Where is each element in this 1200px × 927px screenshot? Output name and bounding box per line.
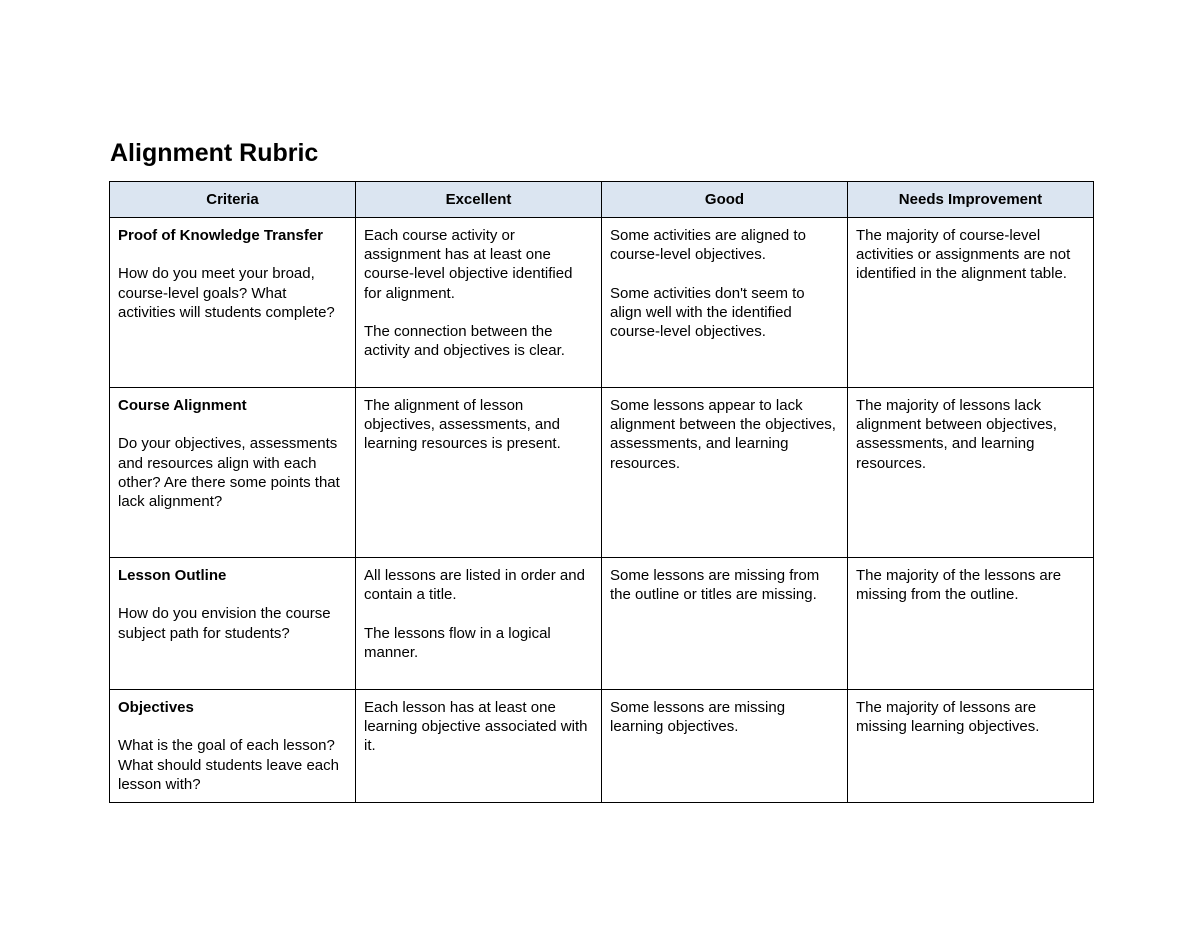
criteria-name: Lesson Outline	[118, 567, 227, 584]
criteria-name: Proof of Knowledge Transfer	[118, 227, 324, 244]
needs-improvement-text: The majority of course-level activities or assignments are not identified in the alignment table.	[856, 227, 1071, 283]
column-header-excellent: Excellent	[356, 182, 602, 218]
excellent-text: The connection between the activity and objectives is clear.	[364, 323, 565, 360]
good-text: Some activities don't seem to align well with the identified course-level objectives.	[610, 284, 805, 340]
table-row	[110, 690, 1094, 803]
excellent-cell	[356, 690, 602, 803]
criteria-cell	[110, 690, 356, 803]
excellent-text: Each lesson has at least one learning objective associated with it.	[364, 699, 588, 755]
needs-improvement-text: The majority of lessons lack alignment between objectives, assessments, and learning resources.	[856, 397, 1057, 472]
column-header-good: Good	[602, 182, 848, 218]
good-cell	[602, 388, 848, 558]
good-cell	[602, 690, 848, 803]
excellent-cell	[356, 558, 602, 690]
excellent-text: The lessons flow in a logical manner.	[364, 624, 551, 661]
criteria-question: How do you envision the course subject path for students?	[118, 605, 331, 642]
needs-improvement-cell	[848, 690, 1094, 803]
needs-improvement-text: The majority of the lessons are missing from the outline.	[856, 567, 1062, 604]
criteria-cell	[110, 388, 356, 558]
needs-improvement-cell	[848, 218, 1094, 388]
table-row	[110, 218, 1094, 388]
rubric-table	[109, 181, 1094, 803]
column-header-criteria: Criteria	[110, 182, 356, 218]
column-header-needs-improvement: Needs Improvement	[848, 182, 1094, 218]
table-row	[110, 558, 1094, 690]
needs-improvement-cell	[848, 388, 1094, 558]
criteria-question: Do your objectives, assessments and resources align with each other? Are there some points that lack alignment?	[118, 435, 340, 510]
table-header-row	[110, 182, 1094, 218]
good-text: Some lessons appear to lack alignment between the objectives, assessments, and learning resources.	[610, 397, 836, 472]
criteria-cell	[110, 558, 356, 690]
excellent-text: The alignment of lesson objectives, assessments, and learning resources is present.	[364, 397, 561, 453]
excellent-cell	[356, 218, 602, 388]
good-text: Some lessons are missing from the outline or titles are missing.	[610, 567, 820, 604]
good-text: Some lessons are missing learning objectives.	[610, 699, 786, 736]
good-cell	[602, 218, 848, 388]
excellent-text: Each course activity or assignment has at least one course-level objective identified for alignment.	[364, 227, 573, 302]
good-cell	[602, 558, 848, 690]
table-row	[110, 388, 1094, 558]
good-text: Some activities are aligned to course-level objectives.	[610, 227, 806, 264]
needs-improvement-text: The majority of lessons are missing learning objectives.	[856, 699, 1040, 736]
criteria-question: What is the goal of each lesson? What should students leave each lesson with?	[118, 737, 339, 793]
criteria-cell	[110, 218, 356, 388]
criteria-name: Course Alignment	[118, 397, 247, 414]
criteria-question: How do you meet your broad, course-level goals? What activities will students complete?	[118, 265, 335, 321]
document-title: Alignment Rubric	[110, 139, 319, 167]
needs-improvement-cell	[848, 558, 1094, 690]
excellent-text: All lessons are listed in order and contain a title.	[364, 567, 585, 604]
criteria-name: Objectives	[118, 699, 194, 716]
excellent-cell	[356, 388, 602, 558]
